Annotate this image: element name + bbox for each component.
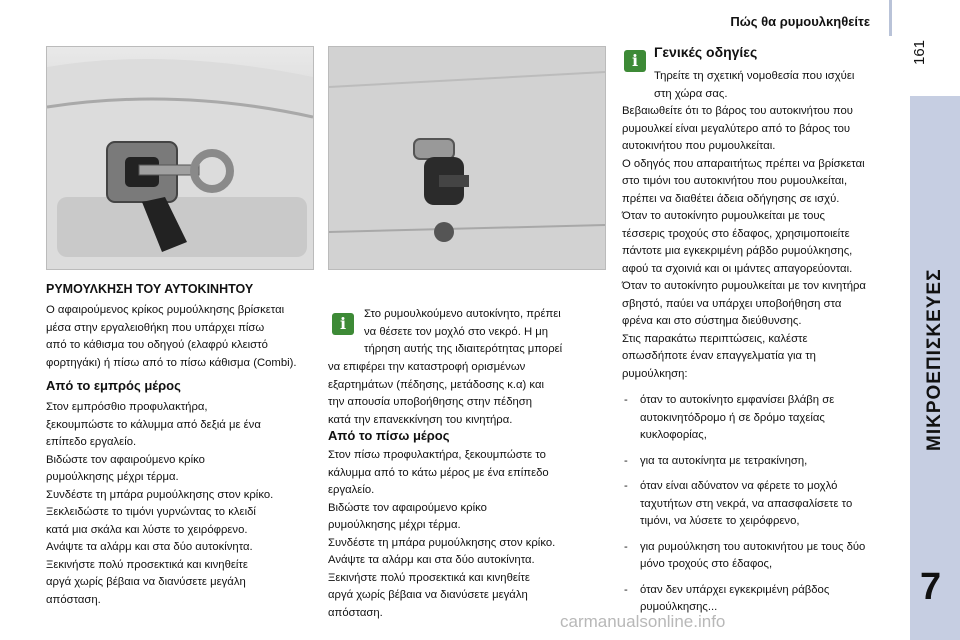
front-bumper-illustration xyxy=(47,47,313,269)
front-line: Ξεκινήστε πολύ προσεκτικά και κινηθείτε xyxy=(46,558,248,571)
general-line: Ο οδηγός που απαραιτήτως πρέπει να βρίσκεται xyxy=(622,157,865,170)
info-line: να επιφέρει την καταστροφή ορισμένων xyxy=(328,361,526,373)
general-line: πάντοτε μια εγκεκριμένη ράβδο ρυμούλκησης, xyxy=(622,245,853,257)
front-instructions xyxy=(46,399,314,609)
rear-tow-ring-photo xyxy=(328,46,606,270)
front-heading: Από το εμπρός μέρος xyxy=(46,378,181,393)
general-line: φρένα και στο σύστημα διεύθυνσης. xyxy=(622,315,802,327)
general-line: τέσσερις τροχούς στο έδαφος, χρησιμοποιείτε xyxy=(622,227,850,240)
section-title: ΡΥΜΟΥΛΚΗΣΗ ΤΟΥ ΑΥΤΟΚΙΝΗΤΟΥ xyxy=(46,282,254,296)
front-line: αργά χωρίς βέβαια να διανύσετε μεγάλη xyxy=(46,576,246,588)
chapter-tab-label: ΜΙΚΡΟΕΠΙΣΚΕΥΕΣ xyxy=(924,268,945,451)
rear-bumper-illustration xyxy=(329,47,605,269)
front-line: Ανάψτε τα αλάρμ και στα δύο αυτοκίνητα. xyxy=(46,541,253,553)
general-line: ρυμουλκεί είναι μεγαλύτερο από το βάρος του xyxy=(622,122,851,135)
rear-line: αργά χωρίς βέβαια να διανύσετε μεγάλη xyxy=(328,589,528,601)
rear-line: απόσταση. xyxy=(328,606,383,619)
front-line: επίπεδο εργαλείο. xyxy=(46,436,137,448)
front-line: Βιδώστε τον αφαιρούμενο κρίκο xyxy=(46,453,205,466)
list-item-line: ταχυτήτων στη νεκρά, να απασφαλίσετε το xyxy=(640,497,853,510)
info-line: την απουσία υποβοήθησης στην πέδηση xyxy=(328,396,533,408)
info-line: κατά την επανεκκίνηση του κινητήρα. xyxy=(328,413,513,426)
info-line: εξαρτημάτων (πέδησης, μετάδοσης κ.α) και xyxy=(328,378,544,391)
general-line: Όταν το αυτοκίνητο ρυμουλκείται με τους xyxy=(622,210,825,222)
list-item-line: - όταν το αυτοκίνητο εμφανίσει βλάβη σε xyxy=(640,394,835,406)
front-line: Ξεκλειδώστε το τιμόνι γυρνώντας το κλειδί xyxy=(46,506,256,518)
list-item xyxy=(622,478,900,531)
rear-line: Ανάψτε τα αλάρμ και στα δύο αυτοκίνητα. xyxy=(328,554,535,566)
general-line: αφού τα σχοινιά και οι ιμάντες απαγορεύονται. xyxy=(622,262,853,275)
list-item-line: κυκλοφορίας, xyxy=(640,429,707,441)
general-line: πρέπει να διαθέτει άδεια οδήγησης σε ισχύ. xyxy=(622,192,840,205)
general-line: Βεβαιωθείτε ότι το βάρος του αυτοκινήτου που xyxy=(622,105,853,117)
front-line: Στον εμπρόσθιο προφυλακτήρα, xyxy=(46,401,208,413)
list-item-line: αυτοκινητόδρομο ή σε δρόμο ταχείας xyxy=(640,411,825,424)
general-line: σβηστό, παύει να υπάρχει υποβοήθηση στα xyxy=(622,297,842,310)
info-line: Στο ρυμουλκούμενο αυτοκίνητο, πρέπει xyxy=(364,308,561,320)
front-line: ξεκουμπώστε το κάλυμμα από δεξιά με ένα xyxy=(46,418,261,431)
general-intro xyxy=(654,68,900,103)
general-instructions xyxy=(622,103,900,383)
info-note-body xyxy=(328,359,604,429)
page-header-title: Πώς θα ρυμουλκηθείτε xyxy=(730,14,870,29)
general-heading: Γενικές οδηγίες xyxy=(654,44,758,60)
list-item-line: τιμόνι, να λύσετε το χειρόφρενο, xyxy=(640,515,800,527)
info-note-intro xyxy=(364,306,604,359)
list-item-line: - όταν είναι αδύνατον να φέρετε το μοχλό xyxy=(640,480,838,492)
front-line: Συνδέστε τη μπάρα ρυμούλκησης στον κρίκο. xyxy=(46,488,274,501)
front-line: ρυμούλκησης μέχρι τέρμα. xyxy=(46,471,179,483)
rear-heading: Από το πίσω μέρος xyxy=(328,428,450,443)
list-item xyxy=(622,539,900,574)
professional-cases-list xyxy=(622,392,900,625)
intro-line: Ο αφαιρούμενος κρίκος ρυμούλκησης βρίσκεται xyxy=(46,304,285,316)
general-line: Στις παρακάτω περιπτώσεις, καλέστε xyxy=(622,332,808,345)
info-line: να θέσετε τον μοχλό στο νεκρό. Η μη xyxy=(364,325,549,338)
header-divider xyxy=(889,0,892,36)
general-line: στη χώρα σας. xyxy=(654,87,728,100)
general-line: ρυμούλκηση: xyxy=(622,367,688,380)
list-item-line: μόνο τροχούς στο έδαφος, xyxy=(640,558,773,570)
rear-line: Ξεκινήστε πολύ προσεκτικά και κινηθείτε xyxy=(328,571,530,584)
general-line: Τηρείτε τη σχετική νομοθεσία που ισχύει xyxy=(654,70,855,82)
general-line: οπωσδήποτε έναν επαγγελματία για τη xyxy=(622,350,816,362)
general-line: Όταν το αυτοκίνητο ρυμουλκείται με τον κινητήρα xyxy=(622,280,866,292)
page-number: 161 xyxy=(910,39,928,66)
list-item xyxy=(622,392,900,445)
info-line: τήρηση αυτής της ιδιαιτερότητας μπορεί xyxy=(364,343,563,355)
front-tow-ring-photo xyxy=(46,46,314,270)
info-icon: i xyxy=(624,50,646,72)
list-item-line: ρυμούλκησης... xyxy=(640,601,718,613)
general-line: στο τιμόνι του αυτοκινήτου που ρυμουλκείται, xyxy=(622,175,848,187)
general-line: αυτοκινήτου που ρυμουλκείται. xyxy=(622,140,776,152)
intro-line: από το κάθισμα του οδηγού (ελαφρύ κλειστό xyxy=(46,339,268,351)
front-line: κατά μια σκάλα και λύστε το χειρόφρενο. xyxy=(46,523,248,536)
intro-paragraph xyxy=(46,302,314,372)
intro-line: μέσα στην εργαλειοθήκη που υπάρχει πίσω xyxy=(46,321,265,334)
rear-line: ρυμούλκησης μέχρι τέρμα. xyxy=(328,519,461,531)
front-line: απόσταση. xyxy=(46,593,101,606)
list-item-line: - όταν δεν υπάρχει εγκεκριμένη ράβδος xyxy=(640,583,830,596)
intro-line: φορτηγάκι) ή πίσω από το πίσω κάθισμα (Combi). xyxy=(46,356,297,369)
rear-line: Βιδώστε τον αφαιρούμενο κρίκο xyxy=(328,501,487,514)
watermark: carmanualsonline.info xyxy=(560,612,726,631)
info-icon: i xyxy=(332,313,354,335)
rear-line: Συνδέστε τη μπάρα ρυμούλκησης στον κρίκο. xyxy=(328,536,556,549)
rear-instructions xyxy=(328,447,604,622)
rear-line: κάλυμμα από το κάτω μέρος με ένα επίπεδο xyxy=(328,466,549,479)
chapter-number: 7 xyxy=(920,566,942,608)
rear-line: εργαλείο. xyxy=(328,484,375,496)
rear-line: Στον πίσω προφυλακτήρα, ξεκουμπώστε το xyxy=(328,449,546,461)
list-item xyxy=(622,453,900,471)
list-item-line: - για τα αυτοκίνητα με τετρακίνηση, xyxy=(640,454,808,467)
list-item-line: - για ρυμούλκηση του αυτοκινήτου με τους δύο xyxy=(640,540,866,553)
